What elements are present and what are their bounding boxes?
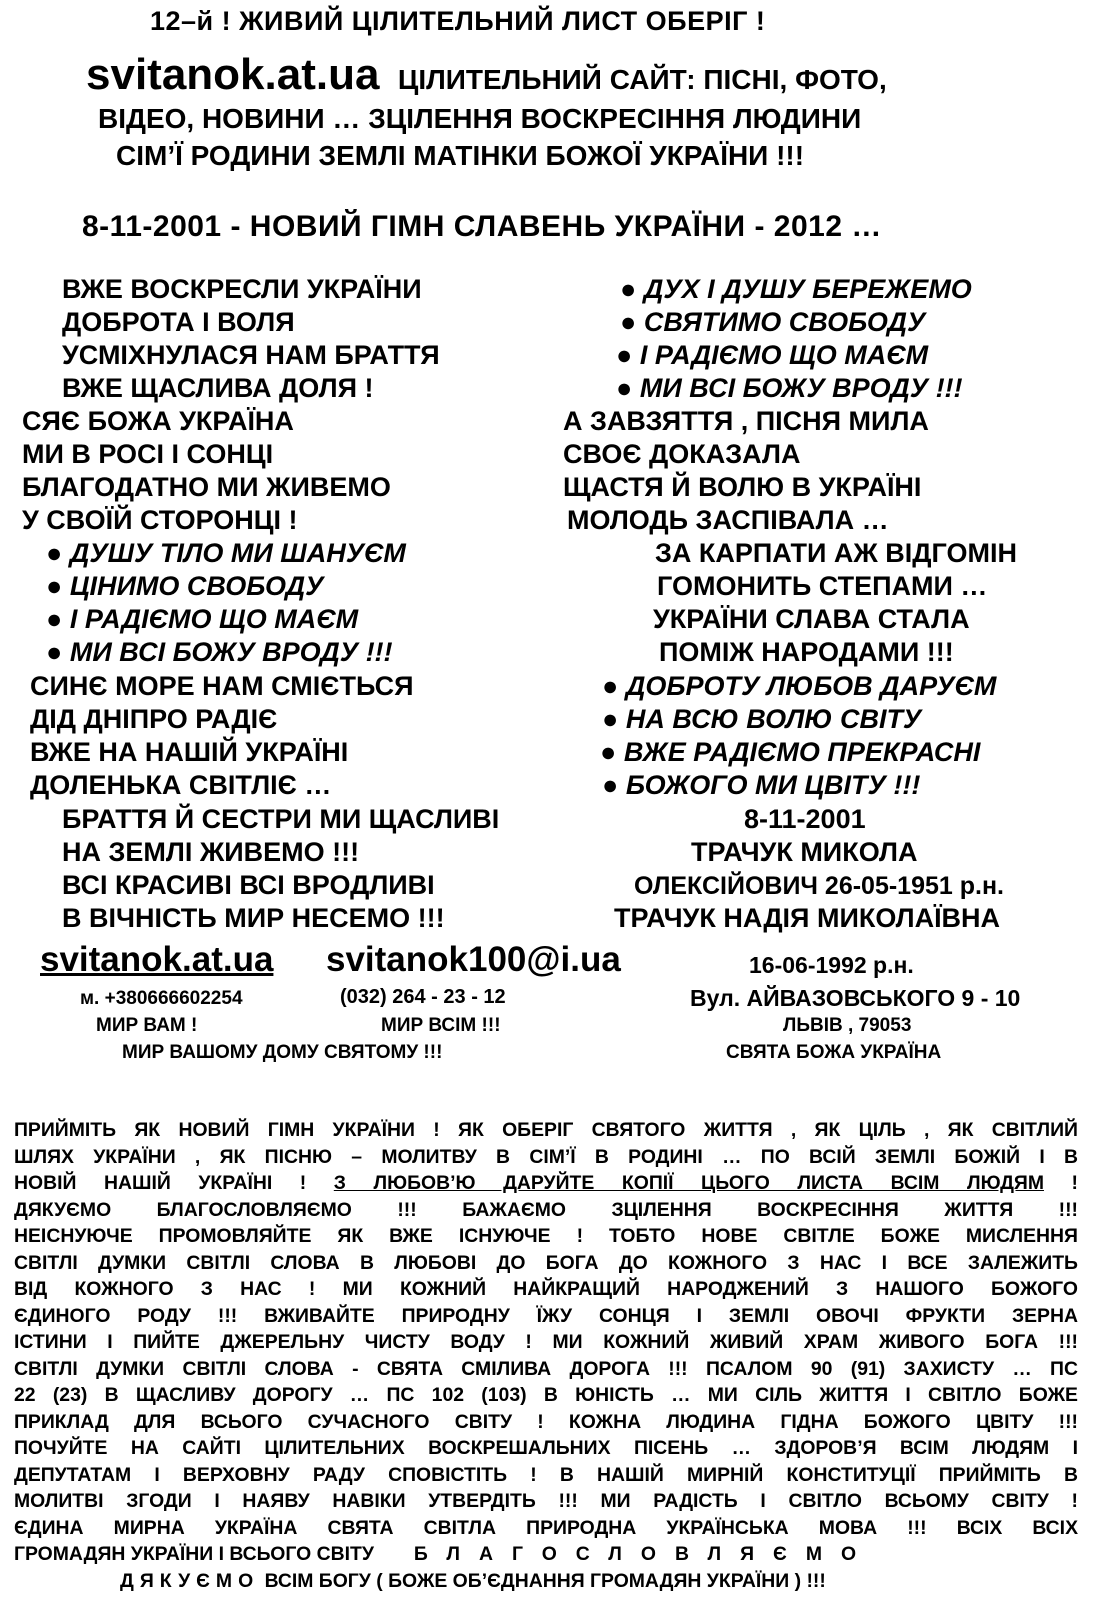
paragraph-line: ГРОМАДЯН УКРАЇНИ І ВСЬОГО СВІТУ БЛАГОСЛОВЛЯЄМО <box>14 1543 876 1565</box>
refrain-text: БОЖОГО МИ ЦВІТУ !!! <box>625 770 921 800</box>
right-line: МОЛОДЬ ЗАСПІВАЛА … <box>567 505 889 535</box>
left-line: В ВІЧНІСТЬ МИР НЕСЕМО !!! <box>62 903 445 933</box>
paragraph-line: МОЛИТВІ ЗГОДИ І НАЯВУ НАВІКИ УТВЕРДІТЬ !!! МИ РАДІСТЬ І СВІТЛО ВСЬОМУ СВІТУ ! <box>14 1490 1078 1512</box>
left-refrain-line <box>46 570 323 604</box>
paragraph-line: СВІТЛІ ДУМКИ СВІТЛІ СЛОВА - СВЯТА СМІЛИВА ДОРОГА !!! ПСАЛОМ 90 (91) ЗАХИСТУ … ПС <box>14 1357 1078 1380</box>
author-line: ТРАЧУК НАДІЯ МИКОЛАЇВНА <box>614 903 1001 933</box>
left-line: БРАТТЯ Й СЕСТРИ МИ ЩАСЛИВІ <box>62 804 500 834</box>
city-address: ЛЬВІВ , 79053 <box>783 1015 912 1036</box>
paragraph-line: ЄДИНОГО РОДУ !!! ВЖИВАЙТЕ ПРИРОДНУ ЇЖУ СОНЦЯ І ЗЕМЛІ ОВОЧІ ФРУКТИ ЗЕРНА <box>14 1304 1078 1327</box>
left-line: ВЖЕ ВОСКРЕСЛИ УКРАЇНИ <box>62 274 422 304</box>
paragraph-line: ЄДИНА МИРНА УКРАЇНА СВЯТА СВІТЛА ПРИРОДНА УКРАЇНСЬКА МОВА !!! ВСІХ ВСІХ <box>14 1516 1078 1539</box>
paragraph-line: ПОЧУЙТЕ НА САЙТІ ЦІЛИТЕЛЬНИХ ВОСКРЕШАЛЬНИХ ПІСЕНЬ … ЗДОРОВ’Я ВСІМ ЛЮДЯМ І <box>14 1437 1078 1459</box>
paragraph-line: ДЯКУЄМО БЛАГОСЛОВЛЯЄМО !!! БАЖАЄМО ЗЦІЛЕННЯ ВОСКРЕСІННЯ ЖИТТЯ !!! <box>14 1198 1078 1221</box>
left-refrain-line <box>46 603 358 637</box>
site-name: svitanok.at.ua <box>86 50 380 99</box>
refrain-text: ВЖЕ РАДІЄМО ПРЕКРАСНІ <box>623 737 981 767</box>
blessing-spaced: БЛАГОСЛОВЛЯЄМО <box>413 1543 876 1565</box>
refrain-text: СВЯТИМО СВОБОДУ <box>643 307 926 337</box>
peace-greeting: МИР ВАМ ! <box>96 1015 198 1036</box>
left-line: НА ЗЕМЛІ ЖИВЕМО !!! <box>62 837 360 867</box>
author-line: ТРАЧУК МИКОЛА <box>691 837 918 867</box>
right-refrain-line <box>602 703 921 737</box>
landline-phone: (032) 264 - 23 - 12 <box>340 986 506 1008</box>
right-line: ЗА КАРПАТИ АЖ ВІДГОМІН <box>655 538 1017 568</box>
left-refrain-line <box>46 537 406 571</box>
left-line: ДІД ДНІПРО РАДІЄ <box>30 704 278 734</box>
left-line: У СВОЇЙ СТОРОНЦІ ! <box>22 505 298 535</box>
left-line: СИНЄ МОРЕ НАМ СМІЄТЬСЯ <box>30 671 414 701</box>
refrain-text: ДОБРОТУ ЛЮБОВ ДАРУЄМ <box>625 671 997 701</box>
left-line: ВСІ КРАСИВІ ВСІ ВРОДЛИВІ <box>62 870 435 900</box>
paragraph-line: ДЕПУТАТАМ І ВЕРХОВНУ РАДУ СПОВІСТІТЬ ! В НАШІЙ МИРНІЙ КОНСТИТУЦІЇ ПРИЙМІТЬ В <box>14 1463 1078 1486</box>
left-line: ВЖЕ НА НАШІЙ УКРАЇНІ <box>30 737 349 767</box>
left-line: ВЖЕ ЩАСЛИВА ДОЛЯ ! <box>62 373 374 403</box>
anthem-title: 8-11-2001 - НОВИЙ ГІМН СЛАВЕНЬ УКРАЇНИ - 2012 … <box>82 210 882 243</box>
bullet-icon: ● <box>602 770 619 800</box>
country-line: СВЯТА БОЖА УКРАЇНА <box>726 1042 942 1063</box>
refrain-text: ДУШУ ТІЛО МИ ШАНУЄМ <box>69 538 406 568</box>
right-refrain-line <box>616 339 928 373</box>
thanks-spaced: ДЯКУЄМО <box>120 1569 260 1592</box>
bullet-icon: ● <box>616 340 633 370</box>
paragraph-line: НЕІСНУЮЧЕ ПРОМОВЛЯЙТЕ ЯК ВЖЕ ІСНУЮЧЕ ! ТОБТО НОВЕ СВІТЛЕ БОЖЕ МИСЛЕННЯ <box>14 1225 1078 1247</box>
paragraph-line: ДЯКУЄМО ВСІМ БОГУ ( БОЖЕ ОБ’ЄДНАННЯ ГРОМАДЯН УКРАЇНИ ) !!! <box>120 1569 826 1592</box>
paragraph-line: ПРИЙМІТЬ ЯК НОВИЙ ГІМН УКРАЇНИ ! ЯК ОБЕРІГ СВЯТОГО ЖИТТЯ , ЯК ЦІЛЬ , ЯК СВІТЛИЙ <box>14 1119 1078 1141</box>
site-description-line2: ВІДЕО, НОВИНИ … ЗЦІЛЕННЯ ВОСКРЕСІННЯ ЛЮДИНИ <box>98 103 862 134</box>
paragraph-line: СВІТЛІ ДУМКИ СВІТЛІ СЛОВА В ЛЮБОВІ ДО БОГА ДО КОЖНОГО З НАС І ВСЕ ЗАЛЕЖИТЬ <box>14 1251 1078 1274</box>
right-refrain-line <box>602 769 920 803</box>
paragraph-line: НОВІЙ НАШІЙ УКРАЇНІ ! З ЛЮБОВ’Ю ДАРУЙТЕ КОПІЇ ЦЬОГО ЛИСТА ВСІМ ЛЮДЯМ ! <box>14 1172 1078 1194</box>
underlined-request: З ЛЮБОВ’Ю ДАРУЙТЕ КОПІЇ ЦЬОГО ЛИСТА ВСІМ ЛЮДЯМ <box>333 1172 1044 1194</box>
right-refrain-line <box>600 736 980 770</box>
bullet-icon: ● <box>616 373 633 403</box>
paragraph-line: ВІД КОЖНОГО З НАС ! МИ КОЖНИЙ НАЙКРАЩИЙ НАРОДЖЕНИЙ З НАШОГО БОЖОГО <box>14 1278 1078 1300</box>
paragraph-line: ШЛЯХ УКРАЇНИ , ЯК ПІСНЮ – МОЛИТВУ В СІМ’Ї В РОДИНІ … ПО ВСІЙ ЗЕМЛІ БОЖІЙ І В <box>14 1145 1078 1168</box>
refrain-text: МИ ВСІ БОЖУ ВРОДУ !!! <box>69 637 393 667</box>
refrain-text: ЦІНИМО СВОБОДУ <box>69 571 324 601</box>
peace-greeting: МИР ВСІМ !!! <box>381 1015 501 1036</box>
bullet-icon: ● <box>46 571 63 601</box>
left-line: УСМІХНУЛАСЯ НАМ БРАТТЯ <box>62 340 440 370</box>
right-refrain-line <box>616 372 963 406</box>
site-heading-line <box>86 50 887 100</box>
refrain-text: ДУХ І ДУШУ БЕРЕЖЕМО <box>643 274 972 304</box>
right-refrain-line <box>620 306 925 340</box>
refrain-text: МИ ВСІ БОЖУ ВРОДУ !!! <box>639 373 963 403</box>
left-refrain-line <box>46 636 393 670</box>
right-refrain-line <box>620 273 972 307</box>
left-line: БЛАГОДАТНО МИ ЖИВЕМО <box>22 472 391 502</box>
right-line: ЩАСТЯ Й ВОЛЮ В УКРАЇНІ <box>563 472 922 502</box>
bullet-icon: ● <box>602 704 619 734</box>
site-link[interactable]: svitanok.at.ua <box>40 940 274 979</box>
right-line: УКРАЇНИ СЛАВА СТАЛА <box>653 604 970 634</box>
paragraph-line: 22 (23) В ЩАСЛИВУ ДОРОГУ … ПС 102 (103) В ЮНІСТЬ … МИ СІЛЬ ЖИТТЯ І СВІТЛО БОЖЕ <box>14 1384 1078 1406</box>
bullet-icon: ● <box>600 737 617 767</box>
bullet-icon: ● <box>602 671 619 701</box>
left-line: ДОЛЕНЬКА СВІТЛІЄ … <box>30 770 332 800</box>
site-description: ЦІЛИТЕЛЬНИЙ САЙТ: ПІСНІ, ФОТО, <box>397 64 887 95</box>
right-line: А ЗАВЗЯТТЯ , ПІСНЯ МИЛА <box>563 406 929 436</box>
refrain-text: І РАДІЄМО ЩО МАЄМ <box>639 340 929 370</box>
paragraph-line: ПРИКЛАД ДЛЯ ВСЬОГО СУЧАСНОГО СВІТУ ! КОЖНА ЛЮДИНА ГІДНА БОЖОГО ЦВІТУ !!! <box>14 1410 1078 1433</box>
appeal-paragraph <box>14 1117 1078 1594</box>
author-line: ОЛЕКСІЙОВИЧ 26-05-1951 р.н. <box>634 872 1005 900</box>
paragraph-line: ІСТИНИ І ПИЙТЕ ДЖЕРЕЛЬНУ ЧИСТУ ВОДУ ! МИ КОЖНИЙ ЖИВИЙ ХРАМ ЖИВОГО БОГА !!! <box>14 1331 1078 1353</box>
right-line: СВОЄ ДОКАЗАЛА <box>563 439 801 469</box>
peace-greeting: МИР ВАШОМУ ДОМУ СВЯТОМУ !!! <box>122 1042 443 1063</box>
date-line: 8-11-2001 <box>744 804 866 834</box>
left-line: МИ В РОСІ І СОНЦІ <box>22 439 274 469</box>
bullet-icon: ● <box>46 604 63 634</box>
mobile-phone: м. +380666602254 <box>80 988 243 1009</box>
refrain-text: НА ВСЮ ВОЛЮ СВІТУ <box>625 704 922 734</box>
site-description-line3: СІМ’Ї РОДИНИ ЗЕМЛІ МАТІНКИ БОЖОЇ УКРАЇНИ !!! <box>116 140 805 171</box>
bullet-icon: ● <box>46 538 63 568</box>
bullet-icon: ● <box>46 637 63 667</box>
bullet-icon: ● <box>620 307 637 337</box>
right-line: ГОМОНИТЬ СТЕПАМИ … <box>657 571 988 601</box>
street-address: Вул. АЙВАЗОВСЬКОГО 9 - 10 <box>690 985 1021 1011</box>
left-line: СЯЄ БОЖА УКРАЇНА <box>22 406 294 436</box>
right-refrain-line <box>602 670 996 704</box>
refrain-text: І РАДІЄМО ЩО МАЄМ <box>69 604 359 634</box>
birth-date: 16-06-1992 р.н. <box>749 952 914 978</box>
email-address[interactable]: svitanok100@i.ua <box>326 940 621 979</box>
bullet-icon: ● <box>620 274 637 304</box>
right-line: ПОМІЖ НАРОДАМИ !!! <box>659 637 954 667</box>
left-line: ДОБРОТА І ВОЛЯ <box>62 307 295 337</box>
letter-title: 12–й ! ЖИВИЙ ЦІЛИТЕЛЬНИЙ ЛИСТ ОБЕРІГ ! <box>150 6 766 36</box>
